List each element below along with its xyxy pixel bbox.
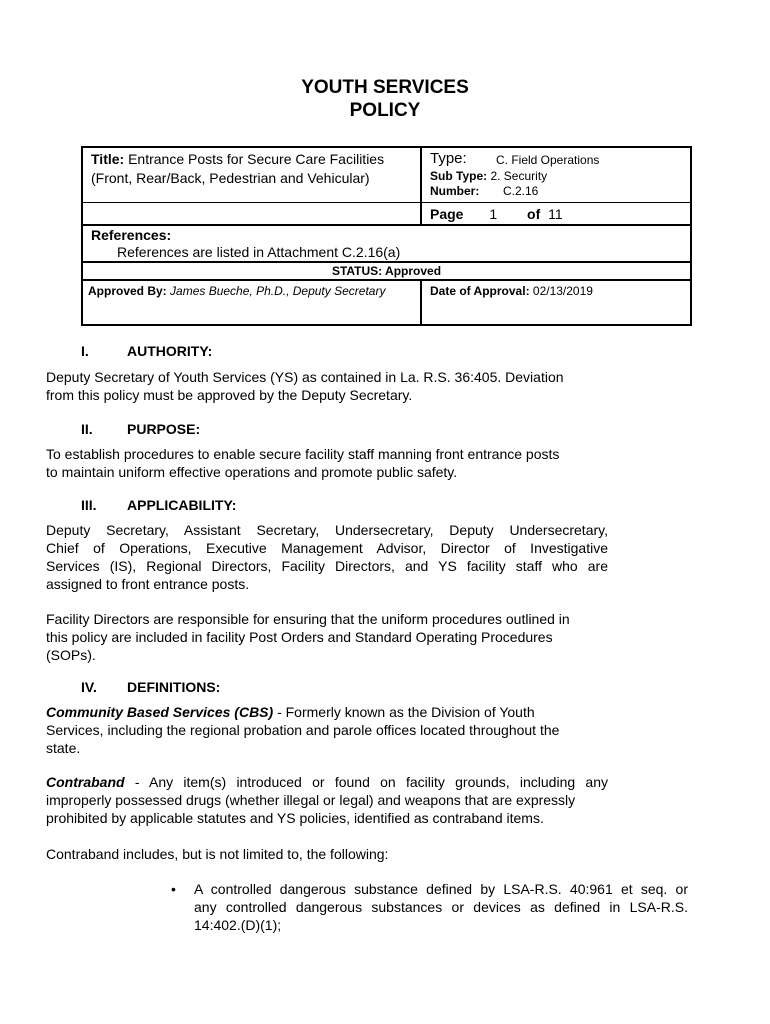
text-line: assigned to front entrance posts. — [46, 576, 250, 592]
number-value: C.2.16 — [503, 184, 539, 198]
section-number: II. — [81, 421, 93, 437]
text-line: - Any item(s) introduced or found on facility grounds, including any — [124, 774, 608, 790]
approved-by-row — [88, 283, 385, 299]
definition-term: Contraband — [46, 774, 125, 790]
references-text: References are listed in Attachment C.2.16(a) — [117, 244, 401, 260]
text-line: prohibited by applicable statutes and YS policies, identified as contraband items. — [46, 810, 544, 826]
section-number: I. — [81, 343, 89, 359]
purpose-paragraph — [46, 445, 608, 481]
text-line: - Formerly known as the Division of Youth — [273, 704, 535, 720]
text-line: any controlled dangerous substances or devices as defined in LSA-R.S. — [194, 899, 688, 915]
text-line: Facility Directors are responsible for ensuring that the uniform procedures outlined in — [46, 611, 570, 627]
definition-contraband — [46, 773, 608, 827]
section-number: III. — [81, 497, 97, 513]
approved-by-label: Approved By: — [88, 284, 167, 298]
definition-cbs — [46, 703, 608, 757]
page-value: 1 — [489, 206, 498, 222]
list-item — [194, 880, 688, 934]
bullet-icon: • — [171, 881, 176, 897]
authority-paragraph — [46, 368, 608, 404]
text-line: Chief of Operations, Executive Management Advisor, Director of Investigative — [46, 540, 608, 556]
status-text: STATUS: Approved — [331, 264, 442, 278]
type-label: Type: — [430, 150, 467, 167]
text-line: Deputy Secretary, Assistant Secretary, Undersecretary, Deputy Undersecretary, — [46, 522, 608, 538]
text-line: to maintain uniform effective operations and promote public safety. — [46, 464, 458, 480]
title-line-2: POLICY — [349, 100, 421, 121]
text-line: To establish procedures to enable secure facility staff manning front entrance posts — [46, 446, 560, 462]
subtype-row — [430, 168, 547, 184]
title-label: Title: — [91, 151, 125, 167]
definition-term: Community Based Services (CBS) — [46, 704, 274, 720]
references-label: References: — [91, 227, 172, 243]
number-label: Number: — [430, 184, 480, 198]
date-value: 02/13/2019 — [529, 284, 593, 298]
applicability-paragraph-1 — [46, 521, 608, 593]
text-line: 14:402.(D)(1); — [194, 917, 282, 933]
policy-title-cell — [91, 150, 421, 188]
text-line: from this policy must be approved by the Deputy Secretary. — [46, 387, 413, 403]
approved-by-value: James Bueche, Ph.D., Deputy Secretary — [166, 284, 386, 298]
text-line: Deputy Secretary of Youth Services (YS) as contained in La. R.S. 36:405. Deviation — [46, 369, 564, 385]
date-label: Date of Approval: — [430, 284, 530, 298]
date-of-approval-row — [430, 283, 593, 299]
policy-header-table — [81, 146, 692, 326]
contraband-includes: Contraband includes, but is not limited to, the following: — [46, 846, 389, 862]
type-value: C. Field Operations — [496, 153, 600, 167]
of-value: 11 — [548, 206, 563, 222]
page-row — [430, 205, 563, 224]
subtype-label: Sub Type: — [430, 169, 488, 183]
section-number: IV. — [81, 679, 97, 695]
text-line: Services, including the regional probation and parole offices located throughout the — [46, 722, 560, 738]
title-value: Entrance Posts for Secure Care Facilities — [124, 151, 385, 167]
section-heading: PURPOSE: — [127, 421, 201, 437]
section-heading: AUTHORITY: — [127, 343, 213, 359]
of-label: of — [527, 206, 541, 222]
text-line: (SOPs). — [46, 647, 96, 663]
page-label: Page — [430, 206, 464, 222]
text-line: improperly possessed drugs (whether illegal or legal) and weapons that are expressly — [46, 792, 576, 808]
text-line: A controlled dangerous substance defined by LSA-R.S. 40:961 et seq. or — [194, 881, 688, 897]
subtype-value: 2. Security — [487, 169, 548, 183]
text-line: this policy are included in facility Post Orders and Standard Operating Procedures — [46, 629, 553, 645]
section-heading: DEFINITIONS: — [127, 679, 221, 695]
title-line-1: YOUTH SERVICES — [301, 77, 469, 98]
text-line: state. — [46, 740, 81, 756]
text-line: Services (IS), Regional Directors, Facility Directors, and YS facility staff who are — [46, 558, 608, 574]
title-value-line-2: (Front, Rear/Back, Pedestrian and Vehicular) — [91, 170, 370, 186]
applicability-paragraph-2 — [46, 610, 608, 664]
document-title — [0, 76, 770, 122]
section-heading: APPLICABILITY: — [127, 497, 237, 513]
